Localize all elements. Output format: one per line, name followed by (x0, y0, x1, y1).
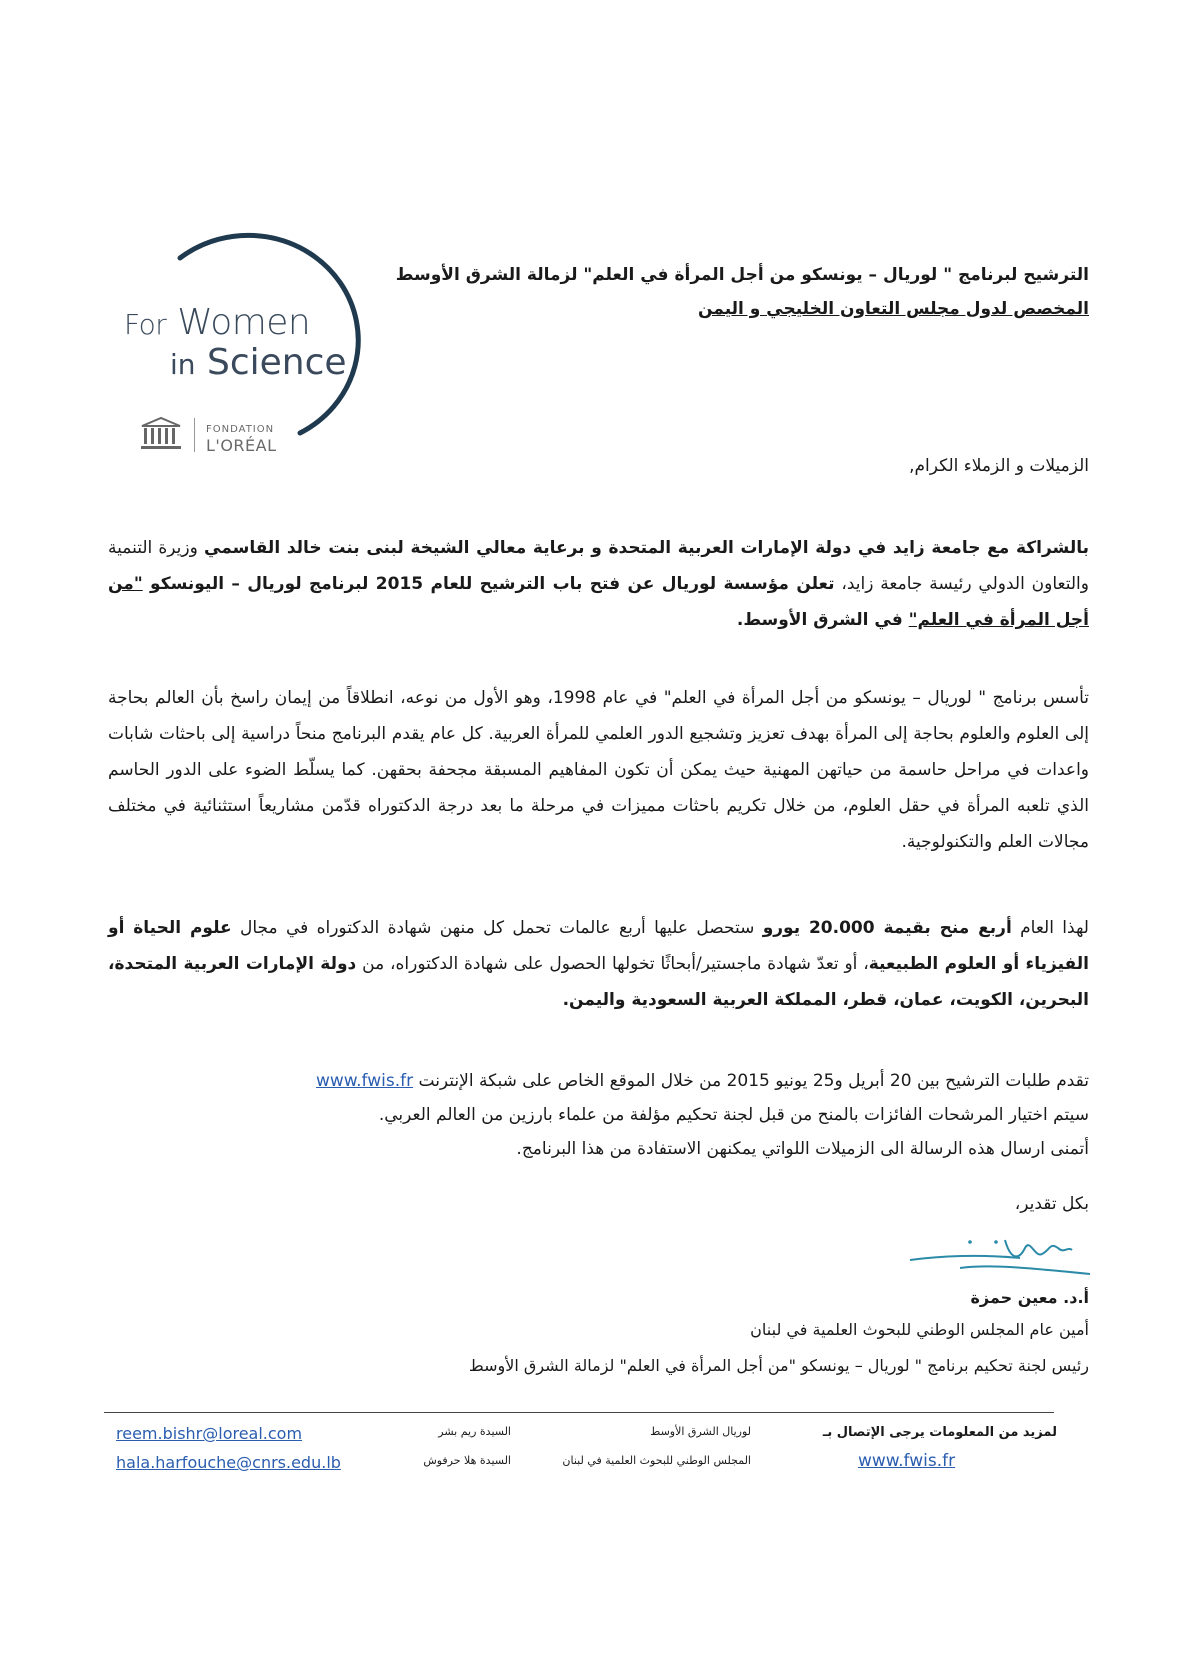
p3-s3: ستحصل عليها أربع عالمات تحمل كل منهن شهادة الدكتوراه في مجال (231, 918, 763, 938)
p1-s1: بالشراكة مع جامعة زايد في دولة الإمارات العربية المتحدة و برعاية معالي الشيخة لبنى بنت خالد القاسمي (204, 538, 1089, 558)
p3-s6: دولة الإمارات العربية المتحدة، البحرين، الكويت، عمان، قطر، المملكة العربية السعودية واليمن. (108, 954, 1089, 1010)
p1-s3: تعلن مؤسسة لوريال عن فتح باب الترشيح للعام 2015 لبرنامج لوريال – اليونسكو (142, 574, 835, 594)
logo-line2: in Science (170, 342, 347, 383)
signer-role2: رئيس لجنة تحكيم برنامج " لوريال – يونسكو "من أجل المرأة في العلم" لزمالة الشرق الأوسط (468, 1356, 1089, 1375)
footer-name1: السيدة ريم بشر (438, 1425, 511, 1438)
p3-s5: ، أو تعدّ شهادة ماجستير/أبحاثًا تخولها الحصول على شهادة الدكتوراه، من (356, 954, 869, 974)
p1-s5: في الشرق الأوسط. (736, 610, 909, 630)
closing: بكل تقدير، (1014, 1194, 1089, 1214)
p1-s2: وزيرة التنمية والتعاون الدولي رئيسة جامعة زايد، (108, 538, 1089, 594)
for-women-in-science-logo (110, 228, 370, 458)
p3-s1: لهذا العام (1011, 918, 1089, 938)
footer-org2: المجلس الوطني للبحوث العلمية في لبنان (562, 1454, 751, 1467)
p3-s2: أربع منح بقيمة 20.000 يورو (762, 918, 1012, 938)
logo-fondation: FONDATION (206, 424, 275, 435)
p3-s4: علوم الحياة أو الفيزياء أو العلوم الطبيعية (108, 918, 1089, 974)
logo-loreal: L'ORÉAL (206, 436, 277, 455)
footer-url-link[interactable]: www.fwis.fr (858, 1451, 956, 1471)
footer-name2: السيدة هلا حرفوش (423, 1454, 511, 1467)
footer-divider (104, 1412, 1054, 1413)
p1-s4: "من أجل المرأة في العلم" (108, 574, 1089, 630)
footer-email1-link[interactable]: reem.bishr@loreal.com (116, 1424, 303, 1443)
p4-line1 (108, 1064, 1089, 1098)
footer-contact-label: لمزيد من المعلومات يرجى الإتصال بـ (822, 1425, 1057, 1440)
fwis-link[interactable]: www.fwis.fr (315, 1071, 414, 1091)
paragraph-application (108, 1064, 1089, 1166)
greeting: الزميلات و الزملاء الكرام, (909, 456, 1089, 476)
logo-line1: For Women (124, 302, 311, 343)
paragraph-grants (108, 910, 1089, 1018)
paragraph-program-history: تأسس برنامج " لوريال – يونسكو من أجل المرأة في العلم" في عام 1998، وهو الأول من نوعه، انطلاقاً من إيمان راسخ بأن العالم بحاجة إلى العلوم والعلوم بحاجة إلى المرأة بهدف تعزيز وتشجيع الدور العلمي للمرأة العربية. كل عام يقدم البرنامج منحاً دراسية إلى باحثات شابات واعدات في مراحل حاسمة من حياتهن المهنية حيث يمكن أن تكون المفاهيم المسبقة مجحفة بحقهن. كما يسلّط الضوء على الدور الحاسم الذي تلعبه المرأة في حقل العلوم، من خلال تكريم باحثات مميزات في مرحلة ما بعد درجة الدكتوراه قدّمن مشاريعاً استثنائية في مختلف مجالات العلم والتكنولوجية. (108, 688, 1089, 852)
paragraph-partnership (108, 530, 1089, 638)
logo-divider (194, 418, 195, 452)
footer-email2-link[interactable]: hala.harfouche@cnrs.edu.lb (116, 1453, 341, 1472)
signer-role1: أمين عام المجلس الوطني للبحوث العلمية في لبنان (750, 1320, 1089, 1339)
title-line2: المخصص لدول مجلس التعاون الخليجي و اليمن (698, 299, 1089, 319)
unesco-temple-icon (138, 416, 184, 452)
letter-title (389, 258, 1089, 326)
p4-s3: أتمنى ارسال هذه الرسالة الى الزميلات اللواتي يمكنهن الاستفادة من هذا البرنامج. (516, 1139, 1089, 1159)
p4-s2: سيتم اختيار المرشحات الفائزات بالمنح من قبل لجنة تحكيم مؤلفة من علماء بارزين من العالم العربي. (378, 1105, 1089, 1125)
p4-s1: تقدم طلبات الترشيح بين 20 أبريل و25 يونيو 2015 من خلال الموقع الخاص على شبكة الإنترنت (413, 1071, 1089, 1091)
handwritten-signature (900, 1228, 1100, 1288)
signer-name: أ.د. معين حمزة (970, 1288, 1089, 1307)
title-line1: الترشيح لبرنامج " لوريال – يونسكو من أجل المرأة في العلم" لزمالة الشرق الأوسط (395, 265, 1089, 285)
footer-org1: لوريال الشرق الأوسط (650, 1425, 751, 1438)
